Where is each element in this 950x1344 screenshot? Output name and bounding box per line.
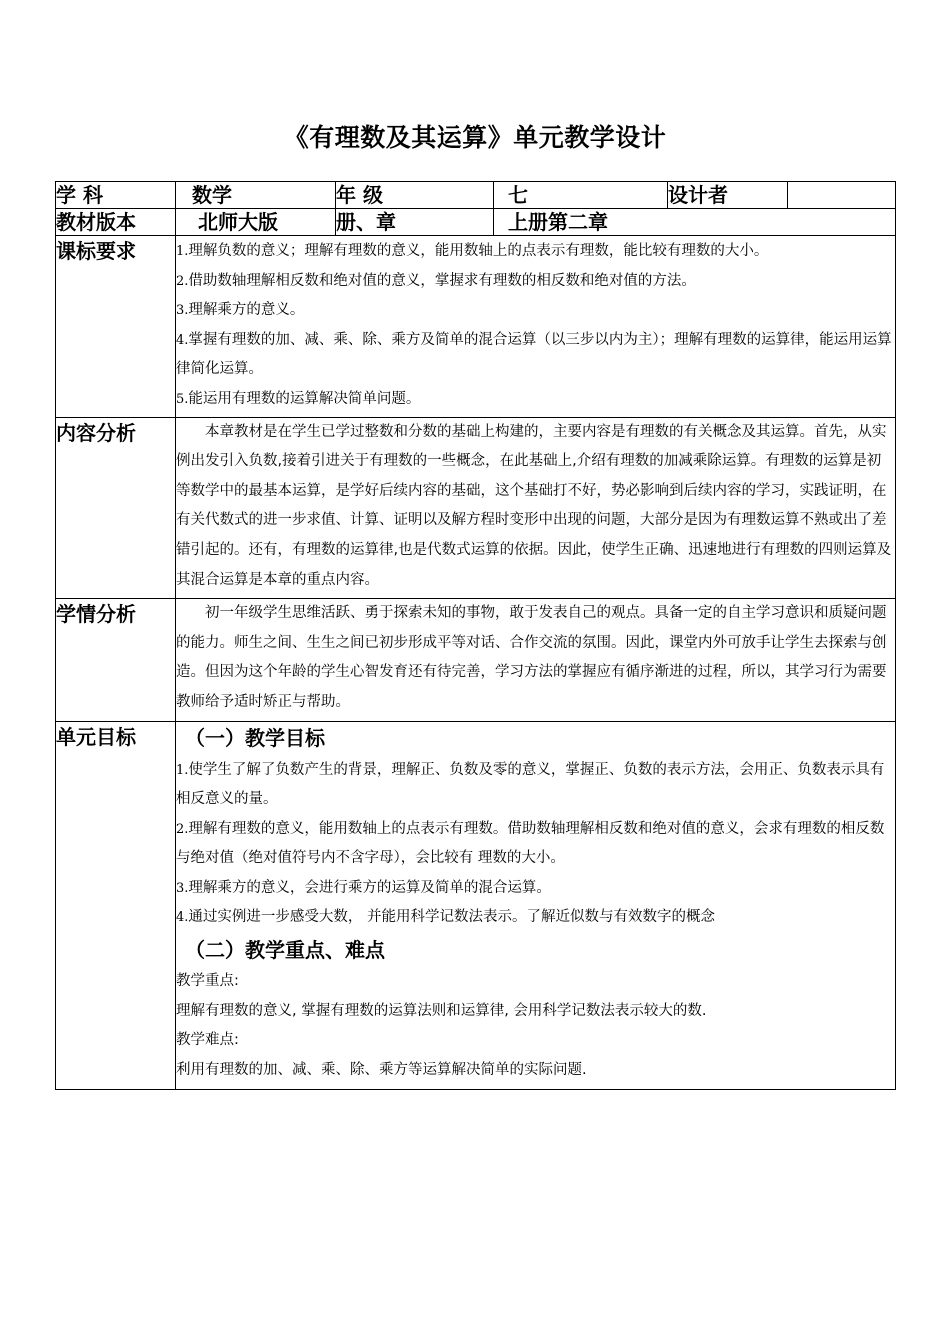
curriculum-item bbox=[176, 267, 895, 297]
content-analysis-content bbox=[176, 417, 896, 599]
difficult-points-label: 教学难点: bbox=[176, 1032, 239, 1049]
designer-value bbox=[788, 182, 896, 209]
difficult-points-text: 利用有理数的加、减、乘、除、乘方等运算解决简单的实际问题. bbox=[176, 1061, 587, 1078]
row-content-analysis bbox=[56, 417, 896, 599]
row-edition bbox=[56, 209, 896, 236]
item-text: 理解有理数的意义，能用数轴上的点表示有理数。借助数轴理解相反数和绝对值的意义，会求有理数的相反数与绝对值（绝对值符号内不含字母），会比较有 理数的大小。 bbox=[176, 820, 885, 867]
objective-item bbox=[176, 815, 895, 874]
objective-item bbox=[176, 756, 895, 815]
edition-value: 北师大版 bbox=[176, 209, 336, 236]
item-number: 2. bbox=[176, 821, 189, 837]
chapter-label: 册、章 bbox=[336, 209, 494, 236]
item-number: 1. bbox=[176, 244, 189, 259]
teaching-objectives-heading: （一）教学目标 bbox=[185, 725, 325, 750]
student-analysis-content bbox=[176, 599, 896, 721]
item-number: 3. bbox=[176, 303, 189, 319]
curriculum-item bbox=[176, 385, 895, 415]
document-title: 《有理数及其运算》单元教学设计 bbox=[283, 123, 667, 152]
curriculum-label: 课标要求 bbox=[56, 236, 176, 418]
item-number: 4. bbox=[176, 910, 189, 926]
item-number: 2. bbox=[176, 273, 189, 289]
grade-value: 七 bbox=[494, 182, 668, 209]
key-points-text: 理解有理数的意义, 掌握有理数的运算法则和运算律, 会用科学记数法表示较大的数. bbox=[176, 1002, 707, 1019]
content-analysis-label: 内容分析 bbox=[56, 417, 176, 599]
row-subject bbox=[56, 182, 896, 209]
item-text: 能运用有理数的运算解决简单问题。 bbox=[188, 390, 421, 407]
key-difficult-points-heading: （二）教学重点、难点 bbox=[185, 938, 385, 963]
item-number: 4. bbox=[176, 332, 189, 348]
grade-label: 年 级 bbox=[336, 182, 494, 209]
objective-item bbox=[176, 874, 895, 904]
item-text: 通过实例进一步感受大数， 并能用科学记数法表示。了解近似数与有效数字的概念 bbox=[188, 909, 716, 926]
item-text: 借助数轴理解相反数和绝对值的意义，掌握求有理数的相反数和绝对值的方法。 bbox=[188, 272, 696, 289]
lesson-design-table bbox=[55, 181, 896, 1090]
content-analysis-text: 本章教材是在学生已学过整数和分数的基础上构建的，主要内容是有理数的有关概念及其运算。首先，从实例出发引入负数,接着引进关于有理数的一些概念，在此基础上,介绍有理数的加减乘除运算。有理数的运算是初等数学中的最基本运算，是学好后续内容的基础，这个基础打不好，势必影响到后续内容的学习，实践证明，在有关代数式的进一步求值、计算、证明以及解方程时变形中出现的问题，大部分是因为有理数运算不熟或出了差错引起的。还有，有理数的运算律,也是代数式运算的依据。因此，使学生正确、迅速地进行有理数的四则运算及其混合运算是本章的重点内容。 bbox=[176, 423, 892, 588]
row-student-analysis bbox=[56, 599, 896, 721]
curriculum-item bbox=[176, 237, 895, 267]
edition-label: 教材版本 bbox=[56, 209, 176, 236]
item-text: 理解乘方的意义，会进行乘方的运算及简单的混合运算。 bbox=[188, 879, 551, 896]
unit-objectives-content bbox=[176, 721, 896, 1090]
subject-value: 数学 bbox=[176, 182, 336, 209]
curriculum-item bbox=[176, 296, 895, 326]
designer-label: 设计者 bbox=[668, 182, 788, 209]
item-number: 5. bbox=[176, 391, 189, 407]
curriculum-item bbox=[176, 326, 895, 385]
item-number: 3. bbox=[176, 880, 189, 896]
subject-label: 学 科 bbox=[56, 182, 176, 209]
item-text: 掌握有理数的加、减、乘、除、乘方及简单的混合运算（以三步以内为主）；理解有理数的运算律，能运用运算律简化运算。 bbox=[176, 331, 892, 378]
curriculum-content bbox=[176, 236, 896, 418]
item-text: 理解负数的意义；理解有理数的意义，能用数轴上的点表示有理数，能比较有理数的大小。 bbox=[188, 243, 769, 259]
student-analysis-text: 初一年级学生思维活跃、勇于探索未知的事物，敢于发表自己的观点。具备一定的自主学习意识和质疑问题的能力。师生之间、生生之间已初步形成平等对话、合作交流的氛围。因此，课堂内外可放手让学生去探索与创造。但因为这个年龄的学生心智发育还有待完善，学习方法的掌握应有循序渐进的过程，所以，其学习行为需要教师给予适时矫正与帮助。 bbox=[176, 605, 887, 710]
row-curriculum bbox=[56, 236, 896, 418]
item-text: 理解乘方的意义。 bbox=[188, 302, 305, 319]
chapter-value: 上册第二章 bbox=[494, 209, 896, 236]
item-number: 1. bbox=[176, 762, 189, 778]
key-points-label: 教学重点: bbox=[176, 973, 239, 990]
student-analysis-label: 学情分析 bbox=[56, 599, 176, 721]
unit-objectives-label: 单元目标 bbox=[56, 721, 176, 1090]
objective-item bbox=[176, 903, 895, 933]
row-unit-objectives bbox=[56, 721, 896, 1090]
item-text: 使学生了解了负数产生的背景，理解正、负数及零的意义，掌握正、负数的表示方法，会用正、负数表示具有相反意义的量。 bbox=[176, 761, 885, 808]
